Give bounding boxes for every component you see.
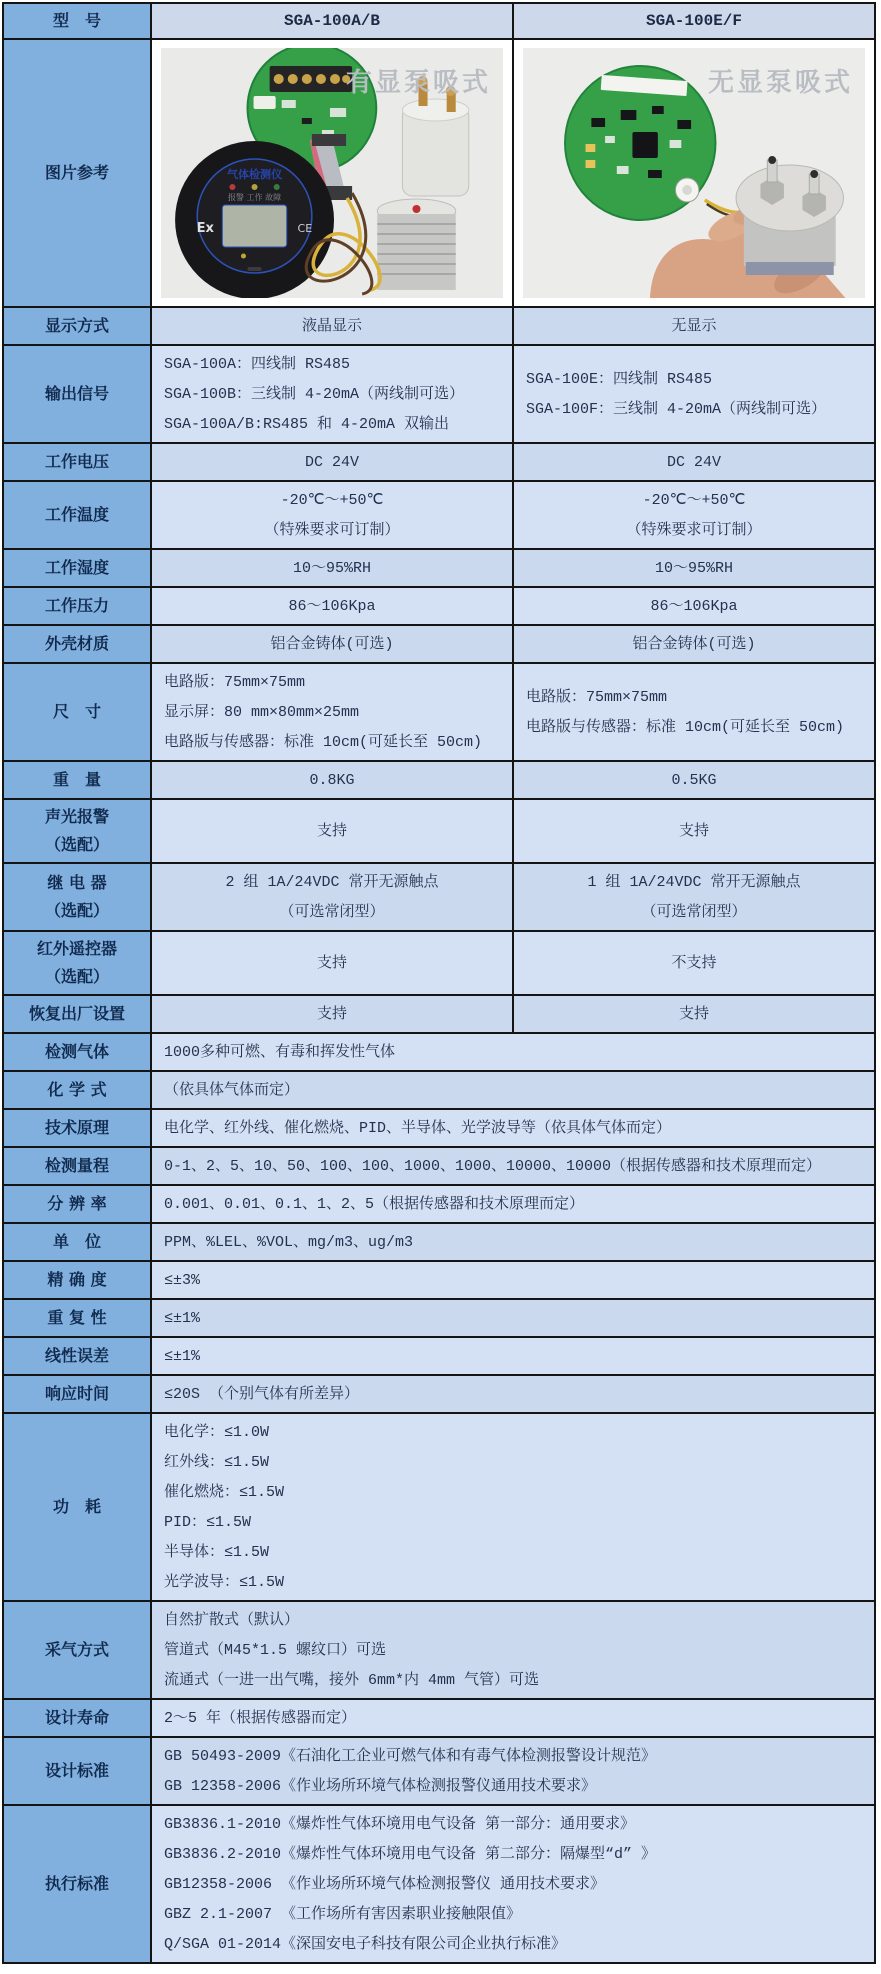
detector-led-labels: 报警 工作 故障 — [227, 193, 282, 202]
value-cell — [152, 1338, 874, 1374]
cell-text: PID：≤1.5W — [164, 1513, 252, 1531]
cell-text: 外壳材质 — [44, 634, 109, 653]
row-label-cell — [4, 550, 152, 586]
cell-text: 支持 — [678, 822, 709, 840]
row-label-cell — [4, 444, 152, 480]
value-cell — [514, 444, 874, 480]
row-label-cell — [4, 762, 152, 798]
value-cell — [152, 308, 514, 344]
cell-text: （依具体气体而定） — [164, 1081, 300, 1099]
cell-text: GB12358-2006 《作业场所环境气体检测报警仪 通用技术要求》 — [164, 1875, 606, 1893]
cell-text: 光学波导：≤1.5W — [164, 1573, 285, 1591]
image-row-label-cell — [4, 40, 152, 306]
model-header-label: 型 号 — [52, 11, 101, 30]
value-cell — [152, 1148, 874, 1184]
model-b-name: SGA-100E/F — [645, 12, 742, 30]
cell-text: 自然扩散式（默认） — [164, 1611, 300, 1629]
value-cell — [152, 864, 514, 930]
cell-text: 尺 寸 — [52, 702, 101, 721]
row-label-cell — [4, 588, 152, 624]
cell-text: 采气方式 — [44, 1640, 109, 1659]
value-cell — [514, 588, 874, 624]
row-label-cell — [4, 1700, 152, 1736]
cell-text: SGA-100F：三线制 4-20mA（两线制可选） — [526, 400, 827, 418]
cell-text: 重 量 — [52, 770, 101, 789]
row-working-humidity — [4, 548, 874, 586]
cell-text: 声光报警 — [44, 807, 109, 826]
watermark-pump-suction-no-display: 无显泵吸式 — [707, 68, 853, 98]
row-weight — [4, 760, 874, 798]
cell-text: 继 电 器 — [47, 873, 107, 892]
row-label-cell — [4, 1806, 152, 1962]
value-cell — [152, 550, 514, 586]
value-cell — [152, 1806, 874, 1962]
value-cell — [514, 308, 874, 344]
value-cell — [152, 1072, 874, 1108]
cell-text: 10～95%RH — [654, 559, 733, 577]
row-label-cell — [4, 664, 152, 760]
cell-text: ≤20S （个别气体有所差异） — [164, 1385, 360, 1403]
cell-text: DC 24V — [304, 453, 359, 471]
row-resolution — [4, 1184, 874, 1222]
detector-lcd — [222, 205, 286, 247]
cell-text: 1000多种可燃、有毒和挥发性气体 — [164, 1043, 396, 1061]
cell-text: 重 复 性 — [47, 1308, 107, 1327]
product-photo-a — [161, 48, 503, 298]
value-cell — [152, 996, 514, 1032]
row-label-cell — [4, 346, 152, 442]
cell-text: GB 12358-2006《作业场所环境气体检测报警仪通用技术要求》 — [164, 1777, 597, 1795]
row-shell-material — [4, 624, 874, 662]
cell-text: 支持 — [316, 954, 347, 972]
model-a-header-cell — [152, 4, 514, 38]
row-label-cell — [4, 1186, 152, 1222]
row-label-cell — [4, 1602, 152, 1698]
cell-text: GB3836.2-2010《爆炸性气体环境用电气设备 第二部分：隔爆型“d” 》 — [164, 1845, 657, 1863]
row-label-cell — [4, 1738, 152, 1804]
value-cell — [152, 1738, 874, 1804]
cell-text: （选配） — [44, 835, 109, 854]
cell-text: 0.5KG — [671, 771, 717, 789]
cell-text: 工作压力 — [44, 596, 109, 615]
value-cell — [514, 800, 874, 862]
cell-text: 电路版：75mm×75mm — [526, 688, 668, 706]
value-cell — [152, 482, 514, 548]
cell-text: GBZ 2.1-2007 《工作场所有害因素职业接触限值》 — [164, 1905, 522, 1923]
cell-text: 10～95%RH — [292, 559, 371, 577]
value-cell — [152, 588, 514, 624]
row-label-cell — [4, 1072, 152, 1108]
value-cell — [152, 1602, 874, 1698]
cell-text: 0-1、2、5、10、50、100、100、1000、1000、10000、10000（根据传感器和技术原理而定） — [164, 1157, 822, 1175]
value-cell — [152, 1224, 874, 1260]
image-reference-row — [4, 38, 874, 306]
cell-text: ≤±1% — [164, 1309, 201, 1327]
cell-text: 工作电压 — [44, 452, 109, 471]
row-accuracy — [4, 1260, 874, 1298]
cell-text: 技术原理 — [44, 1118, 109, 1137]
row-sampling-method — [4, 1600, 874, 1698]
cell-text: DC 24V — [666, 453, 721, 471]
cell-text: 电化学：≤1.0W — [164, 1423, 270, 1441]
cell-text: GB 50493-2009《石油化工企业可燃气体和有毒气体检测报警设计规范》 — [164, 1747, 657, 1765]
row-power-consumption — [4, 1412, 874, 1600]
photo-cell-sga100ef — [514, 40, 874, 306]
cell-text: 显示屏：80 mm×80mm×25mm — [164, 703, 360, 721]
cell-text: 检测量程 — [44, 1156, 109, 1175]
row-dimensions — [4, 662, 874, 760]
model-header-row — [4, 4, 874, 38]
row-working-temperature — [4, 480, 874, 548]
cell-text: 功 耗 — [52, 1497, 101, 1516]
cell-text: 液晶显示 — [301, 317, 362, 335]
cell-text: 红外遥控器 — [36, 939, 117, 958]
cell-text: 化 学 式 — [47, 1080, 107, 1099]
value-cell — [514, 346, 874, 442]
cell-text: 2 组 1A/24VDC 常开无源触点 — [225, 873, 439, 891]
cell-text: 管道式（M45*1.5 螺纹口）可选 — [164, 1641, 387, 1659]
cell-text: 分 辨 率 — [47, 1194, 107, 1213]
row-display-mode — [4, 306, 874, 344]
cell-text: 恢复出厂设置 — [28, 1004, 125, 1023]
cell-text: 红外线：≤1.5W — [164, 1453, 270, 1471]
cell-text: 电路版：75mm×75mm — [164, 673, 306, 691]
cell-text: SGA-100E：四线制 RS485 — [526, 370, 713, 388]
row-response-time — [4, 1374, 874, 1412]
cell-text: Q/SGA 01-2014《深国安电子科技有限公司企业执行标准》 — [164, 1935, 567, 1953]
row-label-cell — [4, 932, 152, 994]
detector-title-text: 气体检测仪 — [226, 168, 283, 181]
row-label-cell — [4, 800, 152, 862]
value-cell — [514, 864, 874, 930]
ce-mark: CE — [297, 222, 313, 235]
cell-text: 电路版与传感器：标准 10cm(可延长至 50cm) — [526, 718, 845, 736]
row-label-cell — [4, 1034, 152, 1070]
cell-text: 工作温度 — [44, 505, 109, 524]
cell-text: SGA-100B：三线制 4-20mA（两线制可选） — [164, 385, 465, 403]
cell-text: 支持 — [316, 1005, 347, 1023]
cell-text: （特殊要求可订制） — [626, 521, 762, 539]
row-repeatability — [4, 1298, 874, 1336]
row-detected-gas — [4, 1032, 874, 1070]
value-cell — [152, 1376, 874, 1412]
watermark-pump-suction-with-display: 有显泵吸式 — [345, 68, 491, 98]
value-cell — [152, 346, 514, 442]
row-chemical-formula — [4, 1070, 874, 1108]
cell-text: 支持 — [316, 822, 347, 840]
value-cell — [152, 1262, 874, 1298]
cell-text: 设计寿命 — [44, 1708, 109, 1727]
cell-text: 2～5 年（根据传感器而定） — [164, 1709, 357, 1727]
cell-text: 电路版与传感器：标准 10cm(可延长至 50cm) — [164, 733, 483, 751]
value-cell — [152, 762, 514, 798]
cell-text: 无显示 — [671, 317, 717, 335]
row-execution-standard — [4, 1804, 874, 1962]
cell-text: 检测气体 — [44, 1042, 109, 1061]
model-header-label-cell — [4, 4, 152, 38]
row-design-standard — [4, 1736, 874, 1804]
value-cell — [152, 664, 514, 760]
cell-text: （选配） — [44, 901, 109, 920]
row-design-life — [4, 1698, 874, 1736]
cell-text: SGA-100A/B:RS485 和 4-20mA 双输出 — [164, 415, 450, 433]
spec-rows — [4, 306, 874, 1962]
cell-text: 不支持 — [671, 954, 717, 972]
cell-text: GB3836.1-2010《爆炸性气体环境用电气设备 第一部分：通用要求》 — [164, 1815, 636, 1833]
row-label-cell — [4, 1224, 152, 1260]
cell-text: -20℃～+50℃ — [642, 491, 746, 509]
cell-text: 铝合金铸体(可选) — [632, 635, 756, 653]
row-label-cell — [4, 482, 152, 548]
row-tech-principle — [4, 1108, 874, 1146]
value-cell — [514, 626, 874, 662]
row-label-cell — [4, 1110, 152, 1146]
cell-text: 执行标准 — [44, 1874, 109, 1893]
cell-text: 催化燃烧：≤1.5W — [164, 1483, 285, 1501]
cell-text: 0.8KG — [309, 771, 355, 789]
value-cell — [152, 626, 514, 662]
row-label-cell — [4, 626, 152, 662]
cell-text: SGA-100A：四线制 RS485 — [164, 355, 351, 373]
value-cell — [514, 996, 874, 1032]
value-cell — [152, 444, 514, 480]
cell-text: 显示方式 — [44, 316, 109, 335]
model-a-name: SGA-100A/B — [283, 12, 380, 30]
ex-mark: Ex — [196, 221, 214, 236]
value-cell — [514, 664, 874, 760]
value-cell — [514, 482, 874, 548]
row-ir-remote — [4, 930, 874, 994]
row-label-cell — [4, 1414, 152, 1600]
cell-text: 工作湿度 — [44, 558, 109, 577]
cell-text: 线性误差 — [44, 1346, 109, 1365]
cell-text: ≤±3% — [164, 1271, 201, 1289]
cell-text: （特殊要求可订制） — [264, 521, 400, 539]
cell-text: 电化学、红外线、催化燃烧、PID、半导体、光学波导等（依具体气体而定） — [164, 1119, 672, 1137]
row-factory-reset — [4, 994, 874, 1032]
cell-text: 铝合金铸体(可选) — [270, 635, 394, 653]
row-label-cell — [4, 1300, 152, 1336]
cell-text: 86～106Kpa — [650, 597, 738, 615]
row-detection-range — [4, 1146, 874, 1184]
cell-text: -20℃～+50℃ — [280, 491, 384, 509]
row-label-cell — [4, 1376, 152, 1412]
value-cell — [152, 1186, 874, 1222]
row-label-cell — [4, 996, 152, 1032]
row-linearity-error — [4, 1336, 874, 1374]
cell-text: 流通式（一进一出气嘴，接外 6mm*内 4mm 气管）可选 — [164, 1671, 540, 1689]
row-label-cell — [4, 864, 152, 930]
photo-cell-sga100ab — [152, 40, 514, 306]
row-label-cell — [4, 1262, 152, 1298]
cell-text: 响应时间 — [44, 1384, 109, 1403]
cell-text: 支持 — [678, 1005, 709, 1023]
cell-text: 设计标准 — [44, 1761, 109, 1780]
image-row-label: 图片参考 — [44, 163, 109, 182]
row-unit — [4, 1222, 874, 1260]
value-cell — [152, 1110, 874, 1146]
cell-text: （可选常闭型） — [279, 903, 385, 921]
value-cell — [152, 932, 514, 994]
cell-text: 1 组 1A/24VDC 常开无源触点 — [587, 873, 801, 891]
model-b-header-cell — [514, 4, 874, 38]
row-working-voltage — [4, 442, 874, 480]
product-photo-b — [523, 48, 865, 298]
row-working-pressure — [4, 586, 874, 624]
cell-text: 精 确 度 — [47, 1270, 107, 1289]
row-sound-light-alarm — [4, 798, 874, 862]
cell-text: 86～106Kpa — [288, 597, 376, 615]
value-cell — [514, 550, 874, 586]
cell-text: 单 位 — [52, 1232, 101, 1251]
value-cell — [152, 1414, 874, 1600]
value-cell — [152, 800, 514, 862]
cell-text: 0.001、0.01、0.1、1、2、5（根据传感器和技术原理而定） — [164, 1195, 585, 1213]
cell-text: 半导体：≤1.5W — [164, 1543, 270, 1561]
value-cell — [152, 1300, 874, 1336]
spec-table — [2, 2, 876, 1964]
row-output-signal — [4, 344, 874, 442]
cell-text: 输出信号 — [44, 384, 109, 403]
cell-text: （可选常闭型） — [641, 903, 747, 921]
value-cell — [152, 1034, 874, 1070]
cell-text: ≤±1% — [164, 1347, 201, 1365]
cell-text: PPM、%LEL、%VOL、mg/m3、ug/m3 — [164, 1233, 414, 1251]
row-label-cell — [4, 1338, 152, 1374]
value-cell — [152, 1700, 874, 1736]
value-cell — [514, 762, 874, 798]
value-cell — [514, 932, 874, 994]
row-label-cell — [4, 308, 152, 344]
row-relay — [4, 862, 874, 930]
cell-text: （选配） — [44, 967, 109, 986]
row-label-cell — [4, 1148, 152, 1184]
